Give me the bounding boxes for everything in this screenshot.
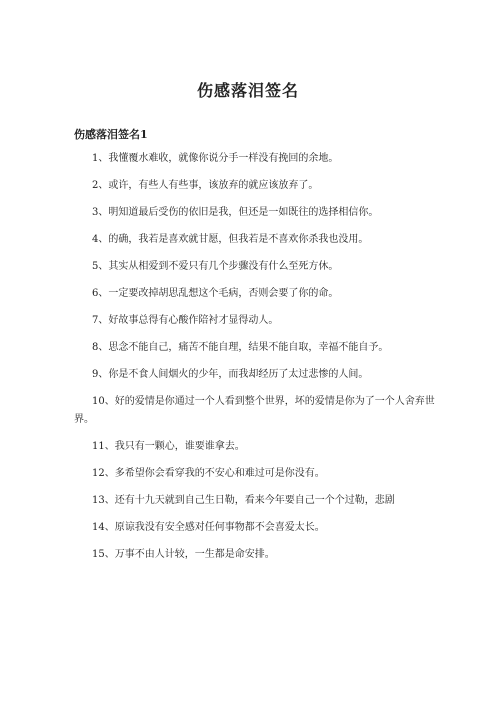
list-item: 9、你是不食人间烟火的少年，而我却经历了太过悲惨的人间。 — [92, 369, 369, 380]
list-item: 13、还有十九天就到自己生日勒，看来今年要自己一个个过勒，悲剧 — [92, 495, 395, 506]
list-item: 12、多希望你会看穿我的不安心和难过可是你没有。 — [92, 468, 325, 479]
page-title: 伤感落泪签名 — [196, 81, 299, 100]
list-item: 11、我只有一颗心，谁要谁拿去。 — [92, 441, 245, 452]
list-item: 5、其实从相爱到不爱只有几个步骤没有什么至死方休。 — [92, 261, 339, 272]
list-item: 6、一定要改掉胡思乱想这个毛病，否则会要了你的命。 — [92, 288, 339, 299]
list-item: 15、万事不由人计较，一生都是命安排。 — [92, 549, 275, 560]
list-item: 10、好的爱情是你通过一个人看到整个世界，坏的爱情是你为了一个人舍弃世界。 — [74, 396, 435, 425]
list-item: 1、我懂覆水难收，就像你说分手一样没有挽回的余地。 — [92, 153, 339, 164]
list-item: 4、的确，我若是喜欢就甘愿，但我若是不喜欢你杀我也没用。 — [92, 234, 369, 245]
section-heading: 伤感落泪签名1 — [74, 128, 148, 141]
list-item: 14、原谅我没有安全感对任何事物都不会喜爱太长。 — [92, 522, 325, 533]
list-item: 3、明知道最后受伤的依旧是我，但还是一如既往的选择相信你。 — [92, 207, 379, 218]
list-item: 2、或许，有些人有些事，该放弃的就应该放弃了。 — [92, 180, 319, 191]
list-item: 7、好故事总得有心酸作陪衬才显得动人。 — [92, 315, 279, 326]
signature-list — [74, 150, 436, 573]
list-item: 8、思念不能自己，痛苦不能自理，结果不能自取，幸福不能自予。 — [92, 342, 389, 353]
